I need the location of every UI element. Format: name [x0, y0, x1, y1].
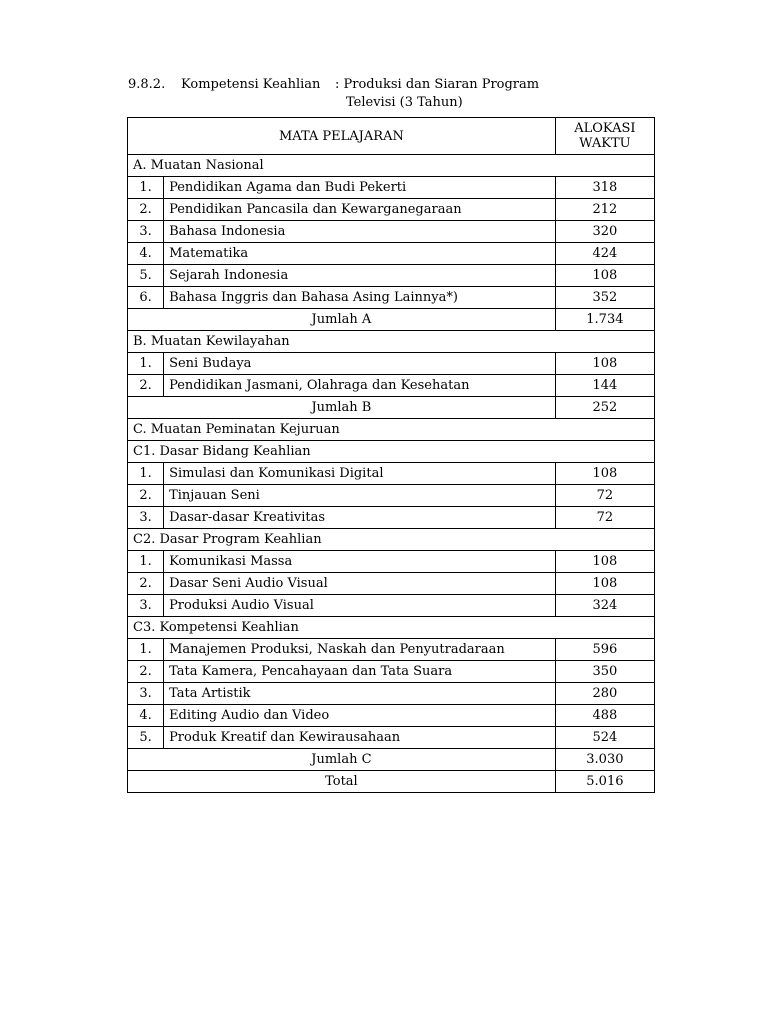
table-row-item — [128, 661, 655, 683]
subject-name: Produk Kreatif dan Kewirausahaan — [164, 727, 556, 749]
header-subject: MATA PELAJARAN — [128, 118, 556, 155]
subject-name: Simulasi dan Komunikasi Digital — [164, 463, 556, 485]
allocation-value: 108 — [555, 353, 654, 375]
table-row-item — [128, 265, 655, 287]
allocation-value: 424 — [555, 243, 654, 265]
subject-name: Pendidikan Agama dan Budi Pekerti — [164, 177, 556, 199]
row-number: 5. — [128, 727, 164, 749]
table-row-item — [128, 507, 655, 529]
section-value-line1: : Produksi dan Siaran Program — [335, 77, 540, 92]
table-row-section — [128, 617, 655, 639]
table-row-item — [128, 463, 655, 485]
table-row-item — [128, 221, 655, 243]
allocation-value: 352 — [555, 287, 654, 309]
row-number: 3. — [128, 683, 164, 705]
row-number: 2. — [128, 375, 164, 397]
subject-name: Manajemen Produksi, Naskah dan Penyutradaraan — [164, 639, 556, 661]
subject-name: Tinjauan Seni — [164, 485, 556, 507]
table-row-item — [128, 353, 655, 375]
section-label: A. Muatan Nasional — [128, 155, 655, 177]
subject-name: Tata Kamera, Pencahayaan dan Tata Suara — [164, 661, 556, 683]
table-row-section — [128, 331, 655, 353]
table-row-item — [128, 705, 655, 727]
row-number: 4. — [128, 243, 164, 265]
subject-name: Pendidikan Pancasila dan Kewarganegaraan — [164, 199, 556, 221]
table-row-item — [128, 639, 655, 661]
subject-name: Komunikasi Massa — [164, 551, 556, 573]
allocation-value: 72 — [555, 507, 654, 529]
row-number: 1. — [128, 551, 164, 573]
total-value: 1.734 — [555, 309, 654, 331]
row-number: 2. — [128, 199, 164, 221]
allocation-value: 72 — [555, 485, 654, 507]
section-label: Kompetensi Keahlian — [181, 77, 321, 92]
row-number: 3. — [128, 507, 164, 529]
section-label: C1. Dasar Bidang Keahlian — [128, 441, 655, 463]
total-value: 3.030 — [555, 749, 654, 771]
subject-name: Pendidikan Jasmani, Olahraga dan Kesehatan — [164, 375, 556, 397]
section-number: 9.8.2. — [128, 77, 166, 92]
table-row-total — [128, 309, 655, 331]
subject-name: Produksi Audio Visual — [164, 595, 556, 617]
allocation-value: 108 — [555, 573, 654, 595]
table-row-item — [128, 375, 655, 397]
total-label: Jumlah C — [128, 749, 556, 771]
table-row-item — [128, 683, 655, 705]
table-row-item — [128, 595, 655, 617]
subject-name: Editing Audio dan Video — [164, 705, 556, 727]
header-allocation — [555, 118, 654, 155]
table-row-total — [128, 397, 655, 419]
table-row-item — [128, 485, 655, 507]
row-number: 2. — [128, 661, 164, 683]
table-row-item — [128, 287, 655, 309]
table-row-item — [128, 199, 655, 221]
subject-name: Bahasa Inggris dan Bahasa Asing Lainnya*) — [164, 287, 556, 309]
row-number: 2. — [128, 573, 164, 595]
subject-name: Matematika — [164, 243, 556, 265]
allocation-value: 108 — [555, 463, 654, 485]
allocation-value: 324 — [555, 595, 654, 617]
row-number: 3. — [128, 221, 164, 243]
allocation-value: 280 — [555, 683, 654, 705]
row-number: 1. — [128, 463, 164, 485]
table-body — [128, 155, 655, 793]
table-row-section — [128, 441, 655, 463]
section-value-line2: Televisi (3 Tahun) — [346, 95, 463, 110]
subject-name: Sejarah Indonesia — [164, 265, 556, 287]
subject-name: Dasar Seni Audio Visual — [164, 573, 556, 595]
subject-name: Seni Budaya — [164, 353, 556, 375]
allocation-value: 596 — [555, 639, 654, 661]
allocation-value: 320 — [555, 221, 654, 243]
row-number: 2. — [128, 485, 164, 507]
table-row-section — [128, 155, 655, 177]
table-row-section — [128, 419, 655, 441]
section-label: B. Muatan Kewilayahan — [128, 331, 655, 353]
curriculum-table — [127, 117, 655, 793]
row-number: 5. — [128, 265, 164, 287]
table-row-item — [128, 243, 655, 265]
subject-name: Bahasa Indonesia — [164, 221, 556, 243]
row-number: 1. — [128, 639, 164, 661]
header-alloc-line2: WAKTU — [579, 136, 631, 151]
allocation-value: 144 — [555, 375, 654, 397]
row-number: 6. — [128, 287, 164, 309]
total-label: Total — [128, 771, 556, 793]
table-row-total — [128, 749, 655, 771]
allocation-value: 108 — [555, 551, 654, 573]
table-header-row — [128, 118, 655, 155]
subject-name: Tata Artistik — [164, 683, 556, 705]
row-number: 3. — [128, 595, 164, 617]
total-value: 252 — [555, 397, 654, 419]
allocation-value: 318 — [555, 177, 654, 199]
row-number: 1. — [128, 177, 164, 199]
row-number: 4. — [128, 705, 164, 727]
allocation-value: 108 — [555, 265, 654, 287]
table-row-item — [128, 551, 655, 573]
allocation-value: 524 — [555, 727, 654, 749]
table-row-section — [128, 529, 655, 551]
total-label: Jumlah A — [128, 309, 556, 331]
total-label: Jumlah B — [128, 397, 556, 419]
header-alloc-line1: ALOKASI — [574, 121, 636, 136]
allocation-value: 488 — [555, 705, 654, 727]
table-row-item — [128, 177, 655, 199]
allocation-value: 212 — [555, 199, 654, 221]
row-number: 1. — [128, 353, 164, 375]
table-row-total — [128, 771, 655, 793]
allocation-value: 350 — [555, 661, 654, 683]
section-label: C. Muatan Peminatan Kejuruan — [128, 419, 655, 441]
section-label: C3. Kompetensi Keahlian — [128, 617, 655, 639]
total-value: 5.016 — [555, 771, 654, 793]
table-row-item — [128, 573, 655, 595]
subject-name: Dasar-dasar Kreativitas — [164, 507, 556, 529]
table-row-item — [128, 727, 655, 749]
section-label: C2. Dasar Program Keahlian — [128, 529, 655, 551]
